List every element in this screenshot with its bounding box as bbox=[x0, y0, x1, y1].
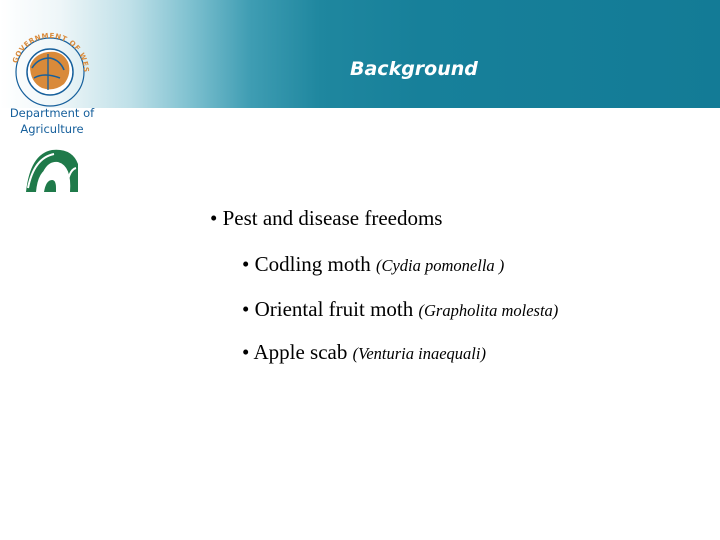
scientific-name: (Cydia pomonella ) bbox=[375, 256, 505, 275]
bullet-marker: • bbox=[210, 206, 218, 230]
sub-bullet-codling-moth bbox=[242, 254, 504, 275]
header-band bbox=[0, 0, 720, 108]
bullet-marker: • bbox=[242, 297, 250, 321]
department-logo bbox=[4, 28, 96, 196]
dept-line-1: Department of bbox=[9, 106, 95, 120]
bullet-top bbox=[210, 208, 442, 229]
bullet-marker: • bbox=[242, 340, 250, 364]
government-seal-icon bbox=[4, 28, 96, 108]
bullet-text: Pest and disease freedoms bbox=[222, 206, 443, 230]
dept-line-2: Agriculture bbox=[20, 122, 84, 136]
sub-bullet-apple-scab bbox=[242, 342, 486, 363]
sub-bullet-oriental-fruit-moth bbox=[242, 299, 558, 320]
scientific-name: (Grapholita molesta) bbox=[418, 301, 559, 320]
common-name: Apple scab bbox=[253, 340, 348, 364]
wheat-emblem-icon bbox=[22, 144, 82, 194]
common-name: Oriental fruit moth bbox=[254, 297, 414, 321]
slide-title: Background bbox=[350, 58, 478, 80]
svg-text:GOVERNMENT OF WESTERN AUSTRALI: GOVERNMENT OF WES bbox=[11, 31, 91, 73]
scientific-name: (Venturia inaequali) bbox=[352, 344, 486, 363]
department-name bbox=[4, 105, 100, 137]
bullet-marker: • bbox=[242, 252, 250, 276]
common-name: Codling moth bbox=[254, 252, 371, 276]
